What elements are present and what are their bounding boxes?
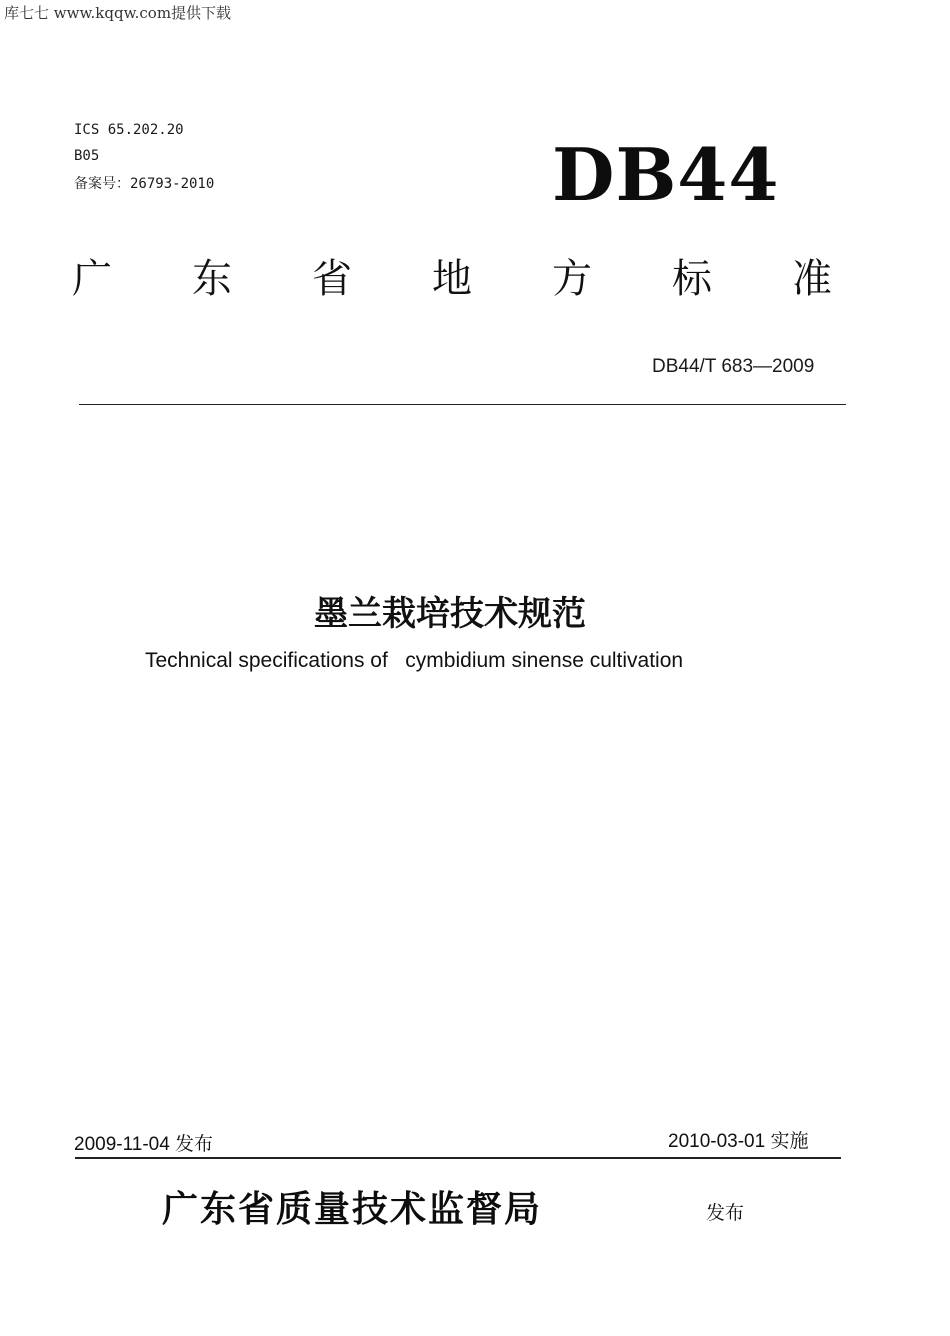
document-title-cn: 墨兰栽培技术规范 [314, 594, 586, 634]
issuing-authority-suffix: 发布 [706, 1202, 745, 1224]
footer-divider [75, 1157, 841, 1159]
document-title-en: Technical specifications of cymbidium sinense cultivation [145, 649, 684, 672]
standard-type-char: 地 [432, 256, 472, 302]
issue-date: 2009-11-04 发布 [74, 1134, 214, 1155]
issuing-authority: 广东省质量技术监督局 [162, 1188, 543, 1230]
ics-code: ICS 65.202.20 [74, 122, 184, 138]
standard-logo: DB44 [552, 132, 780, 217]
standard-type-char: 省 [312, 256, 352, 302]
standard-type-char: 广 [72, 256, 112, 302]
standard-type-char: 标 [672, 256, 712, 302]
effective-date: 2010-03-01 实施 [668, 1131, 809, 1152]
standard-type-heading [72, 247, 832, 304]
standard-number: DB44/T 683—2009 [652, 356, 815, 377]
filing-number: 备案号：26793-2010 [74, 176, 215, 192]
watermark-text: 库七七 www.kqqw.com提供下载 [4, 4, 232, 22]
standard-type-char: 准 [792, 256, 832, 302]
standard-type-char: 东 [192, 256, 232, 302]
ccs-code: B05 [74, 148, 100, 164]
standard-type-char: 方 [552, 256, 592, 302]
header-divider [79, 404, 846, 405]
